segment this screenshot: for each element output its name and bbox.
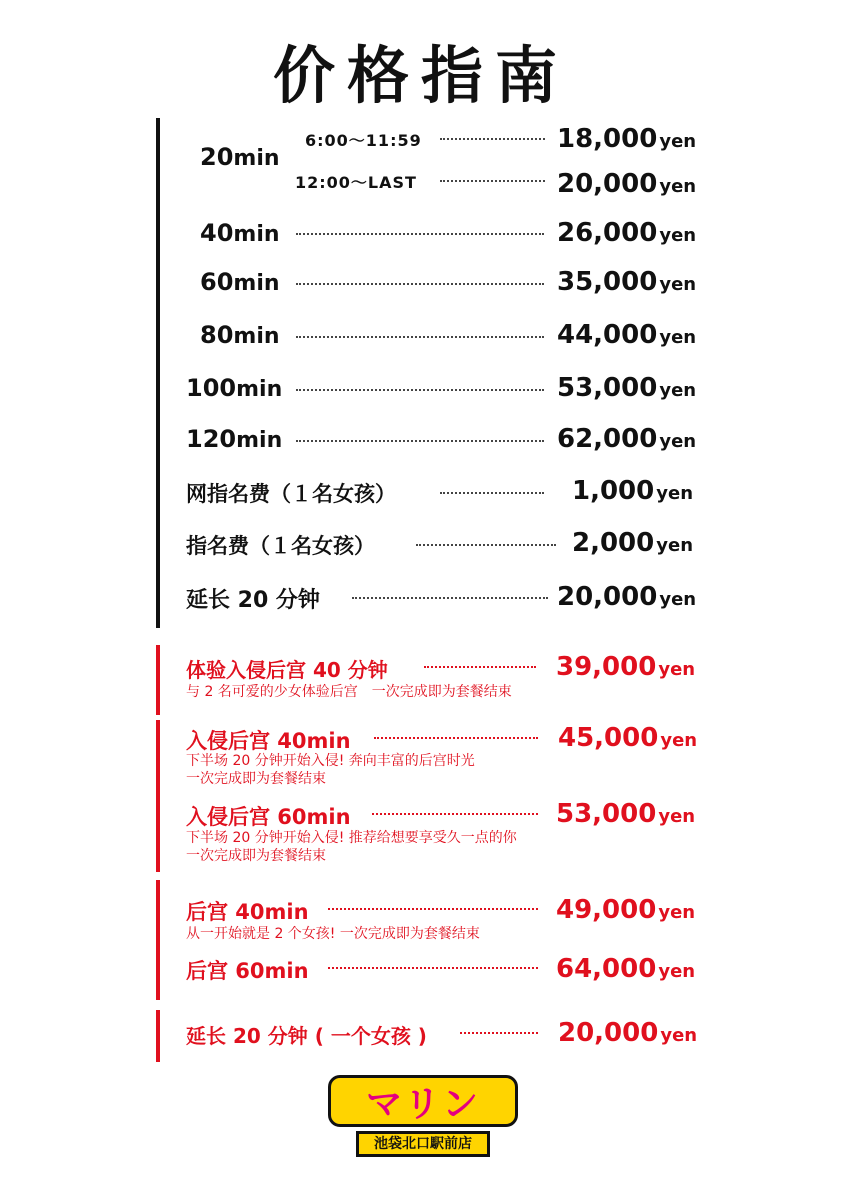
leader-dots [296,440,544,442]
extension-price: 20,000 yen [557,582,697,612]
duration-100-label: 100min [186,374,283,402]
logo-branch-name: 池袋北口駅前店 [356,1131,490,1157]
nomination-fee-price: 2,000 yen [572,528,694,558]
leader-dots [460,1032,538,1034]
trial-harem-label: 体验入侵后宫 40 分钟 [186,658,388,682]
net-nomination-fee-label: 网指名费（１名女孩） [186,482,396,506]
invade-harem-40-desc2: 一次完成即为套餐结束 [186,771,326,787]
store-logo [328,1075,518,1161]
section-divider-red [156,720,160,872]
harem-60-price: 64,000 yen [556,954,696,984]
price-20-afternoon: 20,000 yen [557,169,697,199]
time-slot-afternoon: 12:00～LAST [295,173,417,192]
leader-dots [296,389,544,391]
time-slot-morning: 6:00～11:59 [305,131,422,150]
harem-60-label: 后宫 60min [186,959,309,983]
invade-harem-60-desc: 下半场 20 分钟开始入侵! 推荐给想要享受久一点的你 [186,830,517,846]
invade-harem-60-price: 53,000 yen [556,799,696,829]
price-120: 62,000 yen [557,424,697,454]
price-20-morning: 18,000 yen [557,124,697,154]
section-divider-red [156,645,160,715]
invade-harem-40-price: 45,000 yen [558,723,698,753]
leader-dots [416,544,556,546]
price-40: 26,000 yen [557,218,697,248]
section-divider-red [156,1010,160,1062]
duration-80-label: 80min [200,321,280,349]
page-title: 价格指南 [272,39,569,112]
leader-dots [296,233,544,235]
duration-20-label: 20min [200,143,280,171]
leader-dots [296,283,544,285]
extension-one-girl-price: 20,000 yen [558,1018,698,1048]
duration-40-label: 40min [200,219,280,247]
trial-harem-desc: 与 2 名可爱的少女体验后宫 一次完成即为套餐结束 [186,684,512,700]
leader-dots [352,597,548,599]
leader-dots [440,492,544,494]
section-divider-black [156,118,160,628]
leader-dots [372,813,538,815]
logo-wordmark: マリン [328,1075,518,1127]
nomination-fee-label: 指名费（１名女孩） [186,534,375,558]
invade-harem-60-label: 入侵后宫 60min [186,805,351,829]
leader-dots [424,666,536,668]
price-60: 35,000 yen [557,267,697,297]
extension-one-girl-label: 延长 20 分钟 ( 一个女孩 ) [186,1024,427,1048]
duration-60-label: 60min [200,268,280,296]
leader-dots [328,967,538,969]
price-80: 44,000 yen [557,320,697,350]
section-divider-red [156,880,160,1000]
leader-dots [328,908,538,910]
leader-dots [374,737,538,739]
price-100: 53,000 yen [557,373,697,403]
invade-harem-40-desc: 下半场 20 分钟开始入侵! 奔向丰富的后宫时光 [186,753,475,769]
leader-dots [296,336,544,338]
harem-40-desc: 从一开始就是 2 个女孩! 一次完成即为套餐结束 [186,926,480,942]
invade-harem-60-desc2: 一次完成即为套餐结束 [186,848,326,864]
harem-40-label: 后宫 40min [186,900,309,924]
duration-120-label: 120min [186,425,283,453]
invade-harem-40-label: 入侵后宫 40min [186,729,351,753]
net-nomination-fee-price: 1,000 yen [572,476,694,506]
trial-harem-price: 39,000 yen [556,652,696,682]
leader-dots [440,138,545,140]
leader-dots [440,180,545,182]
extension-label: 延长 20 分钟 [186,588,320,613]
harem-40-price: 49,000 yen [556,895,696,925]
